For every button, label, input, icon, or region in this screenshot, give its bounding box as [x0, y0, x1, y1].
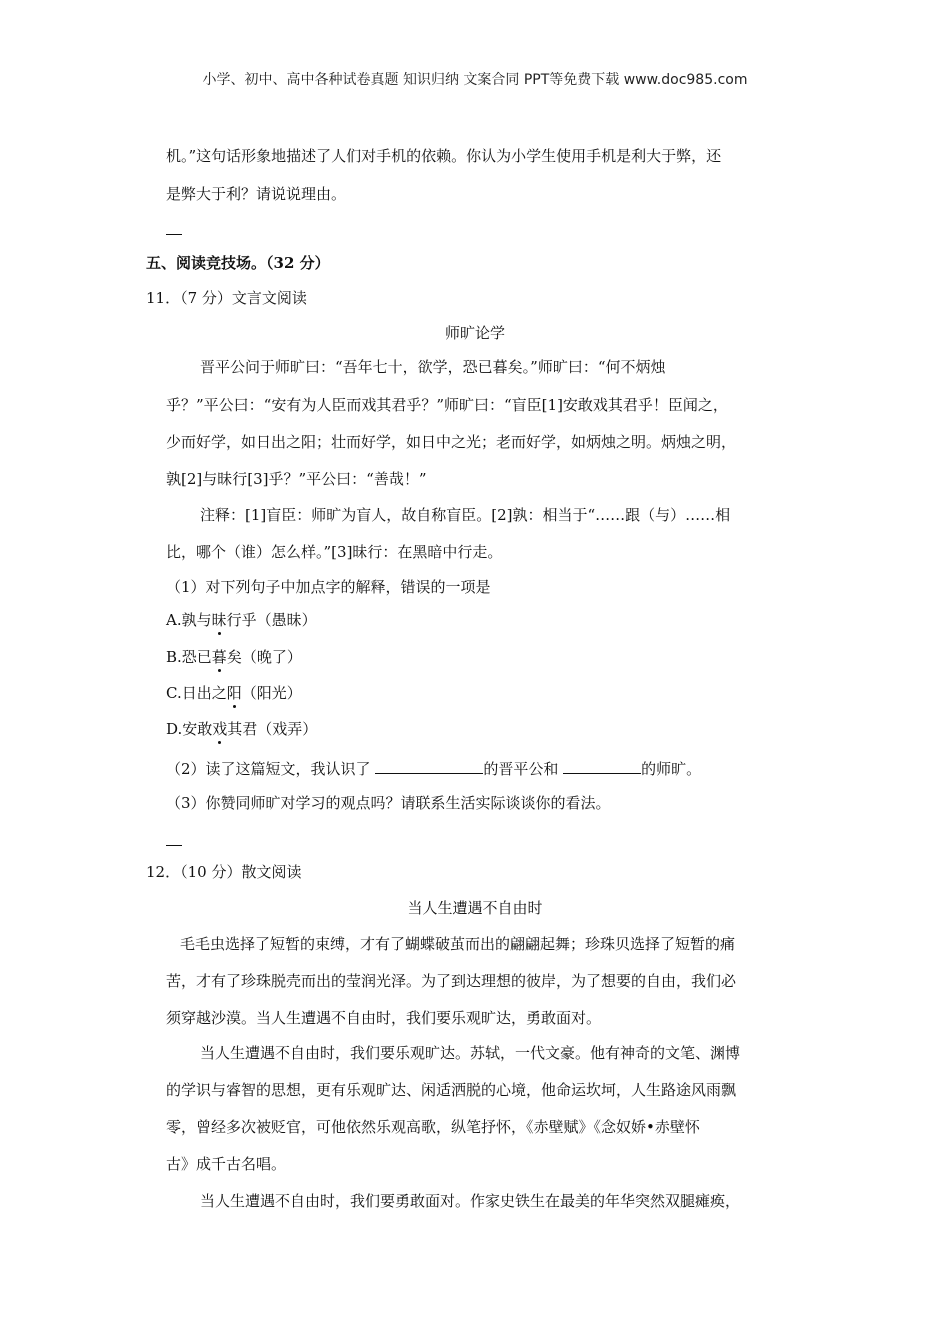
option-a-suffix: 行乎（愚昧）: [226, 611, 317, 629]
q11-passage-line-4: 孰[2]与昧行[3]乎？”平公曰：“善哉！”: [166, 470, 427, 488]
option-b[interactable]: [166, 647, 302, 667]
section-5-heading: 五、阅读竞技场。（32 分）: [146, 254, 330, 272]
q11-note-line-2: 比，哪个（谁）怎么样。”[3]昧行：在黑暗中行走。: [166, 543, 503, 561]
fill-blank-2[interactable]: [563, 758, 641, 774]
q10-text-line-1: 机。”这句话形象地描述了人们对手机的依赖。你认为小学生使用手机是利大于弊，还: [166, 147, 722, 165]
q12-paragraph-2-line-1: 当人生遭遇不自由时，我们要乐观旷达。苏轼，一代文豪。他有神奇的文笔、渊博: [200, 1044, 741, 1062]
option-c[interactable]: [166, 683, 302, 703]
q11-passage-line-2: 乎？”平公曰：“安有为人臣而戏其君乎？”师旷曰：“盲臣[1]安敢戏其君乎！臣闻之，: [166, 396, 728, 414]
option-b-prefix: B.恐已: [166, 648, 212, 666]
option-b-suffix: 矣（晚了）: [226, 648, 302, 666]
q12-paragraph-2-line-2: 的学识与睿智的思想，更有乐观旷达、闲适洒脱的心境，他命运坎坷，人生路途风雨飘: [166, 1081, 737, 1099]
fill-blank-1[interactable]: [375, 758, 483, 774]
q11-passage-line-3: 少而好学，如日出之阳；壮而好学，如日中之光；老而好学，如炳烛之明。炳烛之明，: [166, 433, 737, 451]
q11-passage-line-1: 晋平公问于师旷曰：“吾年七十，欲学，恐已暮矣。”师旷曰：“何不炳烛: [200, 358, 666, 376]
q12-label: 12．（10 分）散文阅读: [146, 863, 302, 881]
option-d[interactable]: [166, 719, 317, 739]
sub2-text-c: 的师旷。: [641, 760, 702, 778]
q12-paragraph-3-line-1: 当人生遭遇不自由时，我们要勇敢面对。作家史铁生在最美的年华突然双腿瘫痪，: [200, 1192, 741, 1210]
q11-title: 师旷论学: [444, 324, 505, 342]
sub2-text-a: （2）读了这篇短文，我认识了: [166, 760, 376, 778]
q10-text-line-2: 是弊大于利？请说说理由。: [166, 185, 347, 203]
q11-sub-question-2: [166, 758, 701, 779]
option-d-dotted-char: 戏: [212, 720, 228, 738]
option-d-prefix: D.安敢: [166, 720, 213, 738]
q12-paragraph-2-line-3: 零，曾经多次被贬官，可他依然乐观高歌，纵笔抒怀，《赤壁赋》《念奴娇•赤壁怀: [166, 1118, 700, 1136]
q11-sub-question-1: （1）对下列句子中加点字的解释，错误的一项是: [166, 578, 491, 596]
q12-paragraph-1-line-2: 苦，才有了珍珠脱壳而出的莹润光泽。为了到达理想的彼岸，为了想要的自由，我们必: [166, 972, 737, 990]
q12-paragraph-1-line-3: 须穿越沙漠。当人生遭遇不自由时，我们要乐观旷达，勇敢面对。: [166, 1009, 602, 1027]
q12-paragraph-1-line-1: 毛毛虫选择了短暂的束缚，才有了蝴蝶破茧而出的翩翩起舞；珍珠贝选择了短暂的痛: [180, 935, 736, 953]
q12-paragraph-2-line-4: 古》成千古名唱。: [166, 1155, 287, 1173]
option-a-dotted-char: 昧: [211, 611, 227, 629]
answer-line-q10: [166, 234, 182, 235]
page-header: 小学、初中、高中各种试卷真题 知识归纳 文案合同 PPT等免费下载 www.doc985.com: [202, 72, 748, 88]
option-d-suffix: 其君（戏弄）: [227, 720, 318, 738]
option-c-dotted-char: 阳: [226, 684, 242, 702]
option-a-prefix: A.孰与: [166, 611, 212, 629]
option-c-suffix: （阳光）: [241, 684, 302, 702]
q11-label: 11．（7 分）文言文阅读: [146, 289, 307, 307]
sub2-text-b: 的晋平公和: [483, 760, 564, 778]
option-c-prefix: C.日出之: [166, 684, 227, 702]
option-a[interactable]: [166, 610, 317, 630]
q11-sub-question-3: （3）你赞同师旷对学习的观点吗？请联系生活实际谈谈你的看法。: [166, 794, 611, 812]
option-b-dotted-char: 暮: [211, 648, 227, 666]
q11-note-line-1: 注释：[1]盲臣：师旷为盲人，故自称盲臣。[2]孰：相当于“……跟（与）……相: [200, 506, 731, 524]
q12-title: 当人生遭遇不自由时: [407, 899, 543, 917]
answer-line-q11: [166, 845, 182, 846]
